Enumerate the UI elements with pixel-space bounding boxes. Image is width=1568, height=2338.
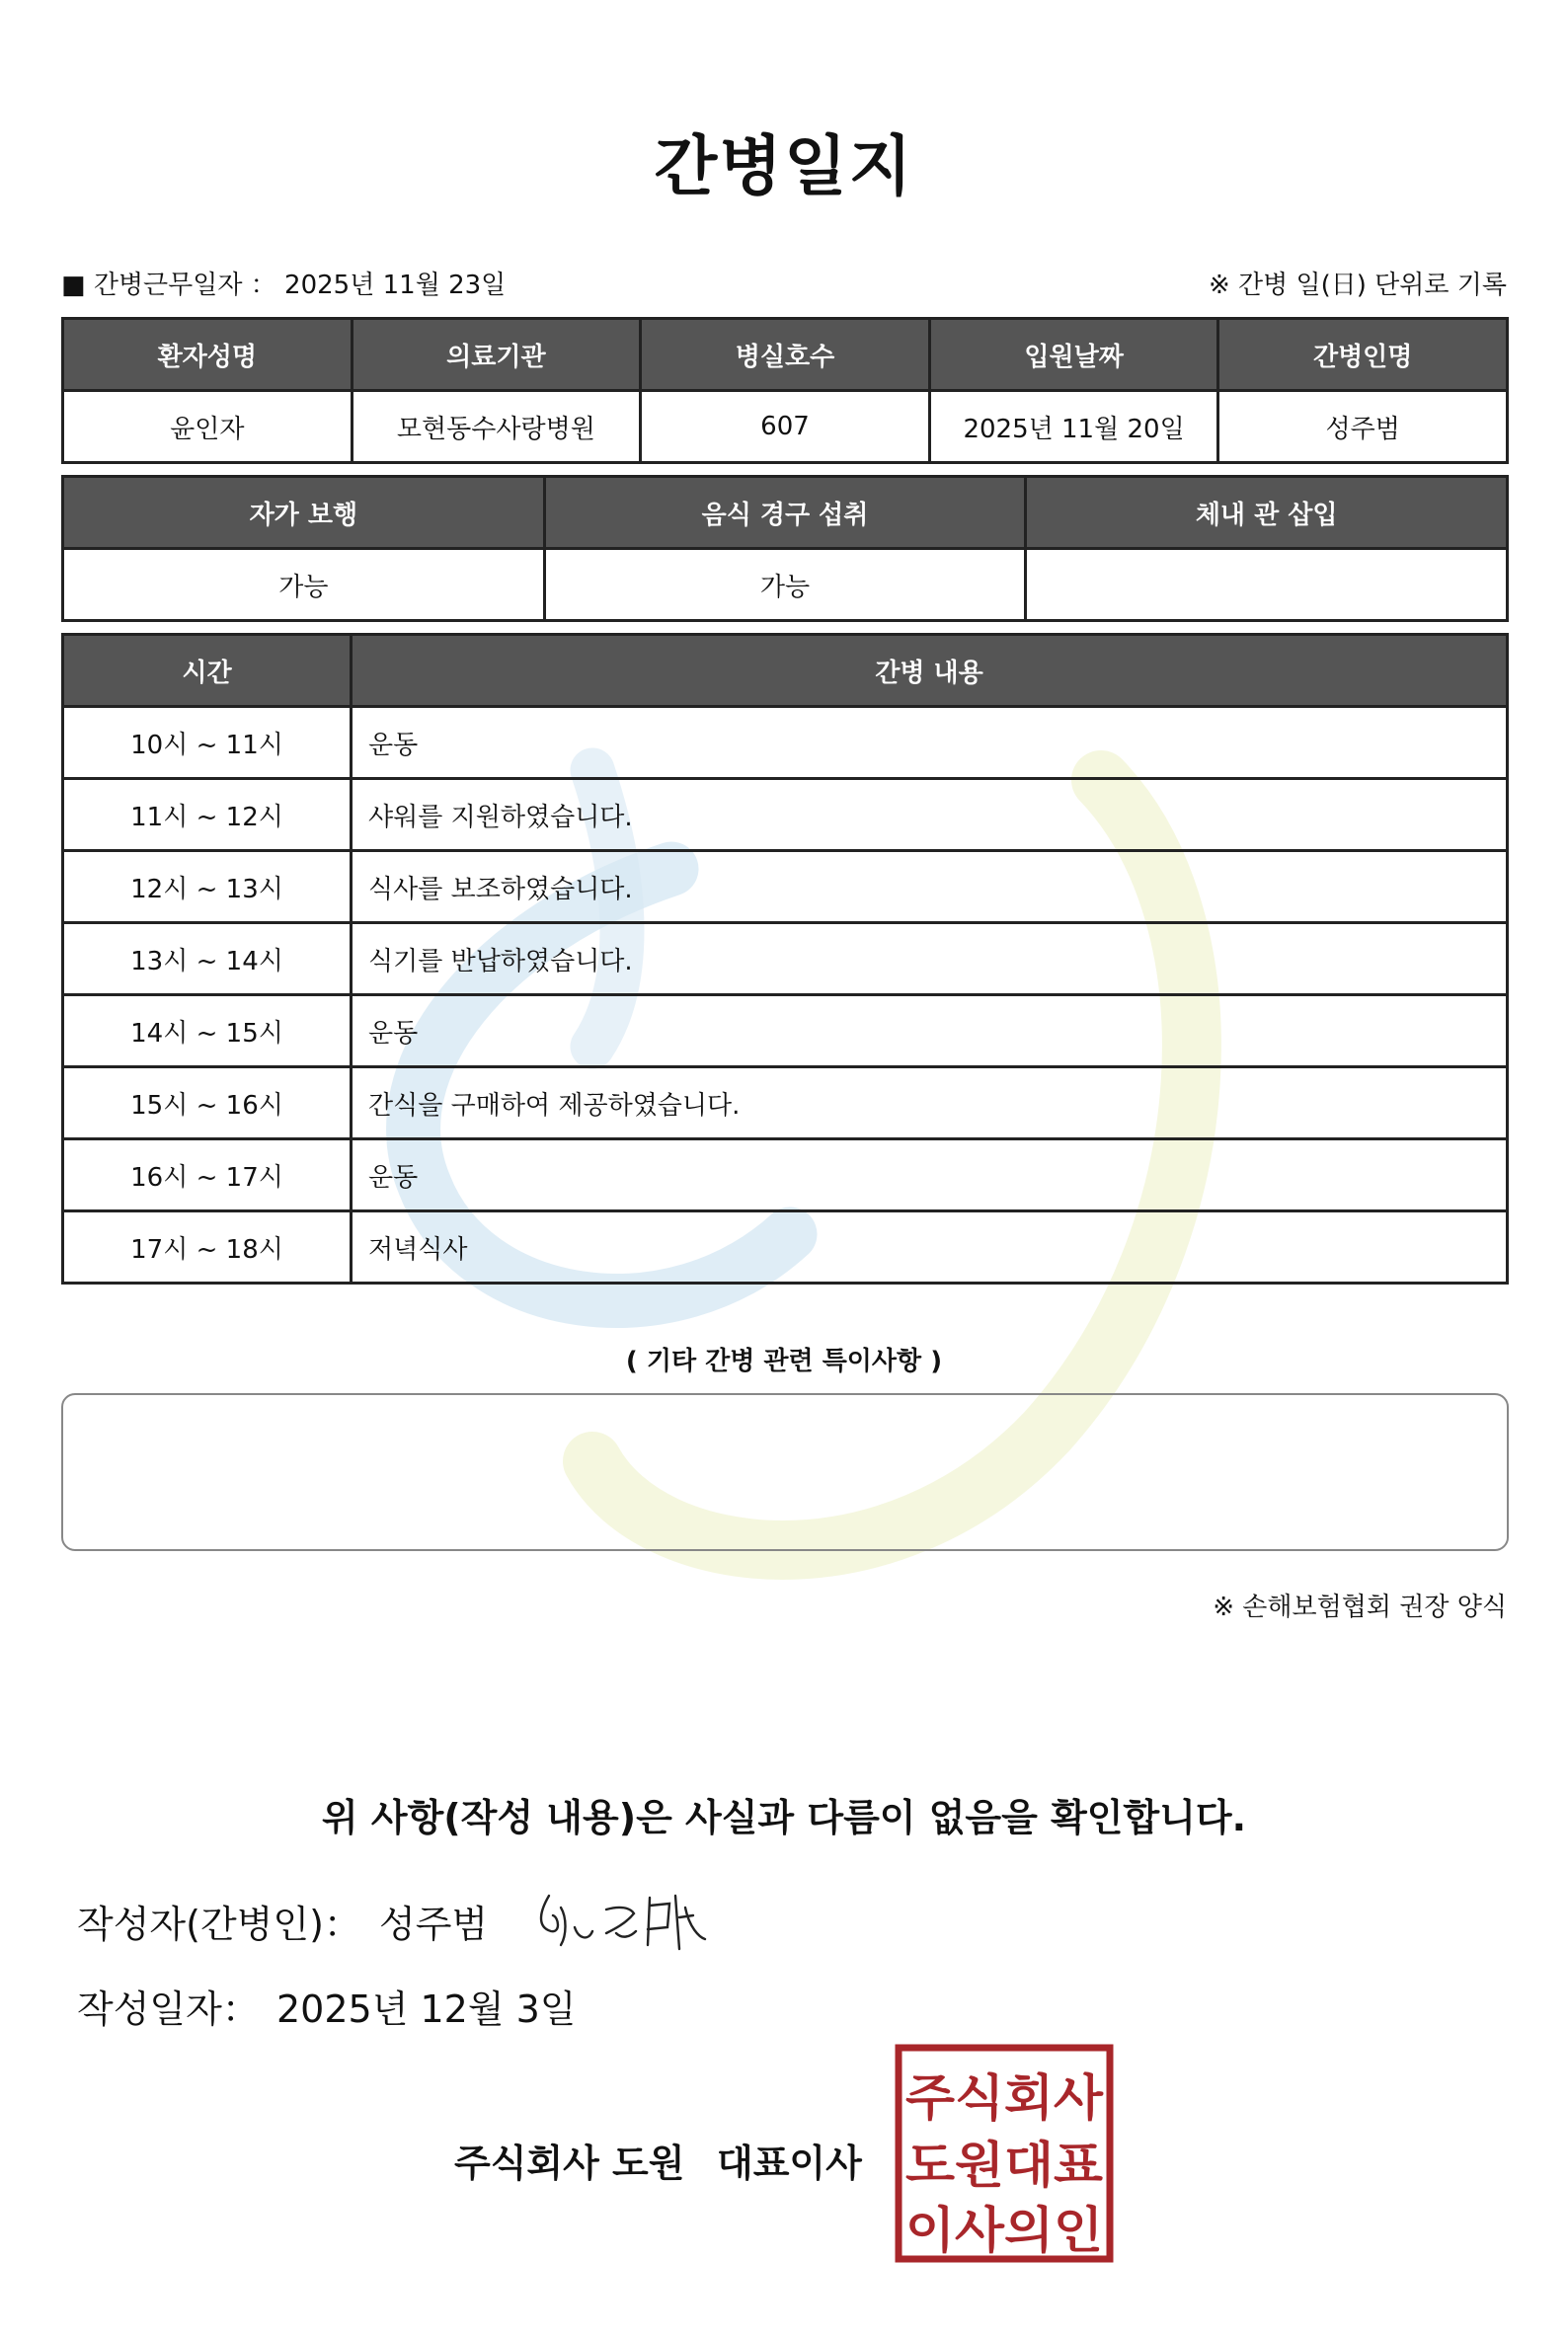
log-time: 11시 ~ 12시 (63, 779, 352, 851)
written-date-label: 작성일자： (77, 1987, 260, 2031)
writer-name: 성주범 (379, 1903, 489, 1946)
remarks-box (61, 1393, 1509, 1551)
log-time: 16시 ~ 17시 (63, 1139, 352, 1211)
table-row (63, 851, 1508, 923)
patient-info-table (61, 317, 1509, 464)
log-content: 운동 (352, 1139, 1508, 1211)
remarks-title: ( 기타 간병 관련 특이사항 ) (625, 1347, 943, 1376)
log-content: 운동 (352, 995, 1508, 1067)
document-title: 간병일지 (654, 128, 914, 204)
company-name: 주식회사 도원 (454, 2142, 685, 2185)
log-content: 간식을 구매하여 제공하였습니다. (352, 1067, 1508, 1139)
work-date: ■ 간병근무일자 ： 2025년 11월 23일 (61, 271, 507, 300)
care-log-table (61, 633, 1509, 1285)
seal-line-1: 주식회사 (905, 2069, 1104, 2127)
table-row (63, 707, 1508, 779)
confirmation-statement: 위 사항(작성 내용)은 사실과 다름이 없음을 확인합니다. (321, 1796, 1247, 1839)
log-content: 식사를 보조하였습니다. (352, 851, 1508, 923)
header-admission-date: 입원날짜 (929, 319, 1218, 391)
handwritten-signature (531, 1888, 709, 1957)
seal-line-2: 도원대표 (905, 2137, 1104, 2194)
header-caregiver: 간병인명 (1218, 319, 1508, 391)
log-time: 13시 ~ 14시 (63, 923, 352, 995)
log-content: 저녁식사 (352, 1211, 1508, 1284)
table-row (63, 995, 1508, 1067)
patient-name: 윤인자 (63, 391, 353, 463)
table-row (63, 923, 1508, 995)
oral-intake-value: 가능 (544, 549, 1026, 621)
table-row (63, 1067, 1508, 1139)
walking-value: 가능 (63, 549, 545, 621)
record-unit-note: ※ 간병 일(日) 단위로 기록 (1208, 271, 1507, 300)
log-time: 12시 ~ 13시 (63, 851, 352, 923)
log-time: 14시 ~ 15시 (63, 995, 352, 1067)
table-row (63, 779, 1508, 851)
patient-status-table (61, 475, 1509, 622)
log-time: 10시 ~ 11시 (63, 707, 352, 779)
header-patient-name: 환자성명 (63, 319, 353, 391)
table-row (63, 1139, 1508, 1211)
log-content: 식기를 반납하였습니다. (352, 923, 1508, 995)
header-walking: 자가 보행 (63, 477, 545, 549)
header-institution: 의료기관 (352, 319, 641, 391)
header-room: 병실호수 (641, 319, 930, 391)
header-care-content: 간병 내용 (352, 635, 1508, 707)
tube-value (1026, 549, 1508, 621)
ceo-title: 대표이사 (717, 2142, 862, 2185)
table-row (63, 1211, 1508, 1284)
header-tube: 체내 관 삽입 (1026, 477, 1508, 549)
header-time: 시간 (63, 635, 352, 707)
log-time: 17시 ~ 18시 (63, 1211, 352, 1284)
company-seal-stamp (895, 2044, 1114, 2263)
caregiver-name: 성주범 (1218, 391, 1508, 463)
room-number: 607 (641, 391, 930, 463)
seal-line-3: 이사의인 (905, 2202, 1103, 2259)
written-date: 2025년 12월 3일 (276, 1987, 577, 2031)
form-source-note: ※ 손해보험협회 권장 양식 (1213, 1593, 1507, 1622)
log-content: 운동 (352, 707, 1508, 779)
admission-date: 2025년 11월 20일 (929, 391, 1218, 463)
institution: 모현동수사랑병원 (352, 391, 641, 463)
log-time: 15시 ~ 16시 (63, 1067, 352, 1139)
log-content: 샤워를 지원하였습니다. (352, 779, 1508, 851)
header-oral-intake: 음식 경구 섭취 (544, 477, 1026, 549)
writer-label: 작성자(간병인)： (77, 1903, 361, 1946)
